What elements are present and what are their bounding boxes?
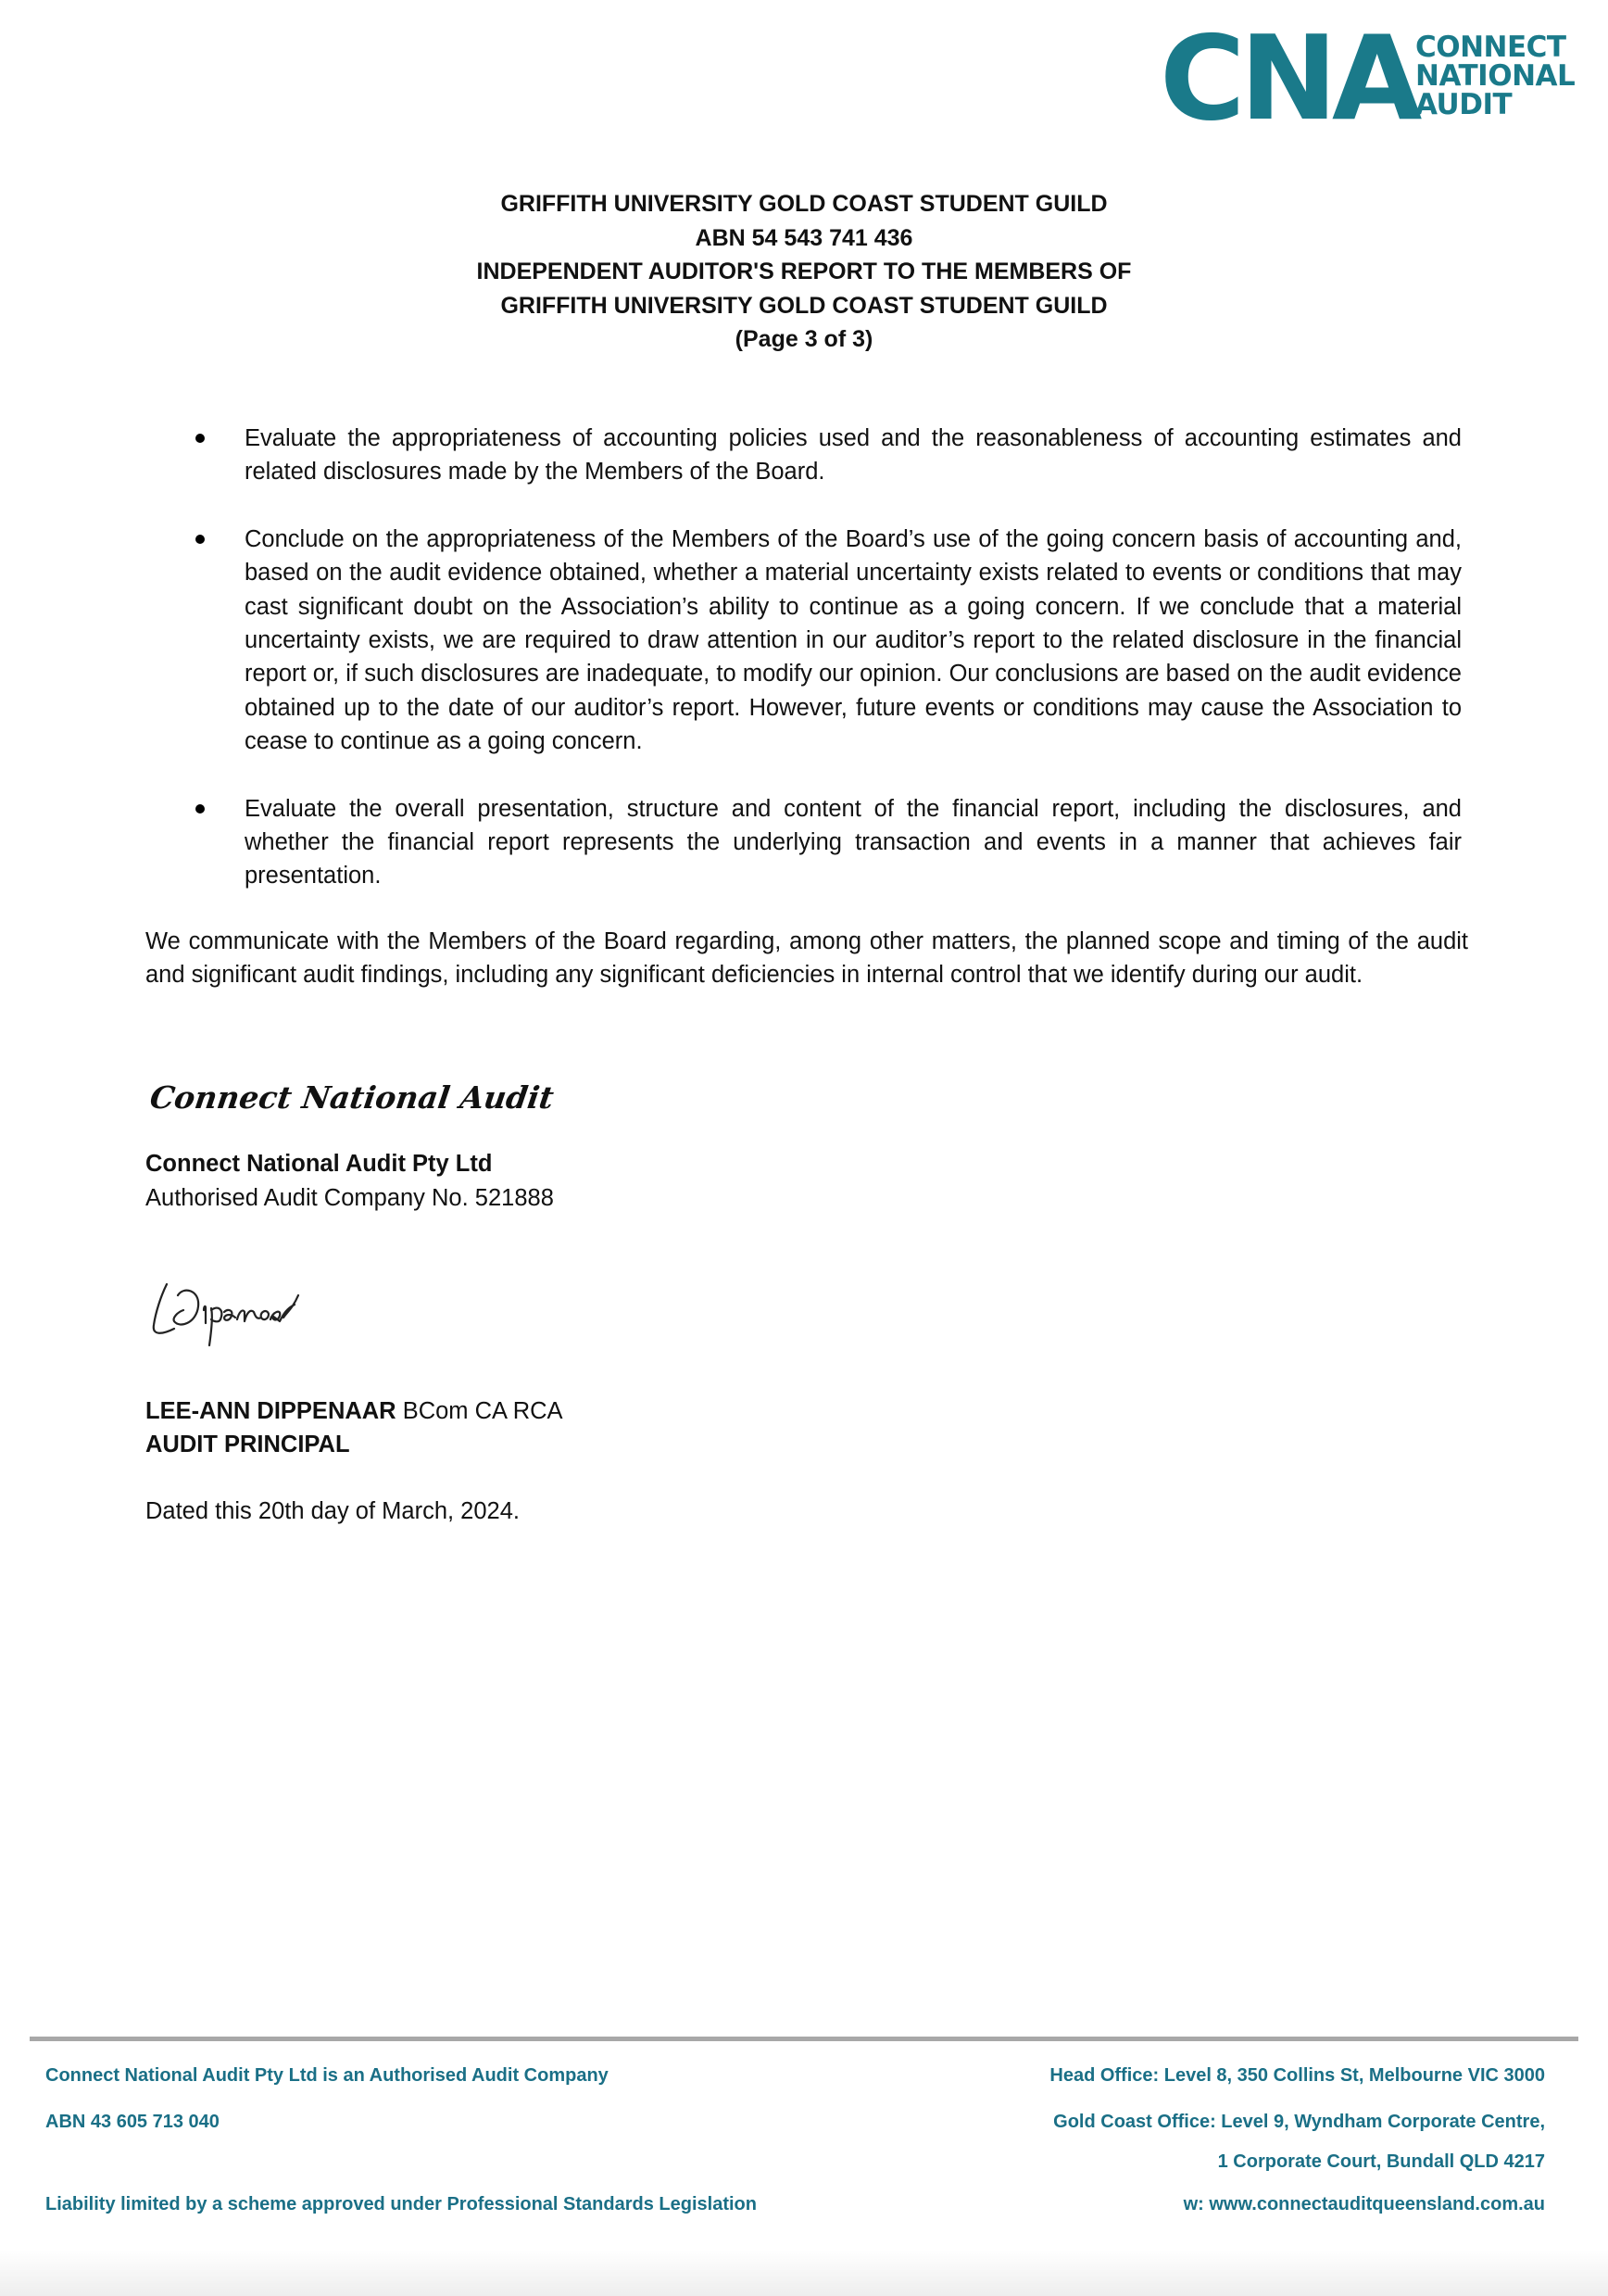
- heading-abn: ABN 54 543 741 436: [695, 224, 913, 251]
- footer-head-office: Head Office: Level 8, 350 Collins St, Melbourne VIC 3000: [1049, 2065, 1545, 2086]
- footer-gold-coast-address: 1 Corporate Court, Bundall QLD 4217: [1217, 2151, 1545, 2172]
- heading-organisation: GRIFFITH UNIVERSITY GOLD COAST STUDENT GUILD: [500, 191, 1108, 217]
- auditor-name: LEE-ANN DIPPENAAR: [145, 1398, 396, 1424]
- list-item: Evaluate the overall presentation, structure and content of the financial report, including the disclosures, and whether the financial report represents the underlying transaction and events in a manner that achieves fair presentation.: [183, 792, 1462, 893]
- firm-name: Connect National Audit Pty Ltd: [145, 1151, 493, 1177]
- svg-text:Connect National Audit: Connect National Audit: [147, 1079, 557, 1116]
- list-item: Conclude on the appropriateness of the Members of the Board’s use of the going concern basis of accounting and, based on the audit evidence obtained, whether a material uncertainty exists related to events or conditions that may cast significant doubt on the Association’s ability to continue as a going concern. If we conclude that a material uncertainty exists, we are required to draw attention in our auditor’s report to the related disclosure in the financial report or, if such disclosures are inadequate, to modify our opinion. Our conclusions are based on the audit evidence obtained up to the date of our auditor’s report. However, future events or conditions may cause the Association to cease to continue as a going concern.: [183, 523, 1462, 758]
- logo-word: NATIONAL: [1415, 59, 1576, 93]
- communication-paragraph: We communicate with the Members of the Board regarding, among other matters, the planned scope and timing of the audit and significant audit findings, including any significant deficiencies in internal control that we identify during our audit.: [145, 928, 1468, 989]
- logo-wordmark: [1415, 33, 1575, 120]
- logo-word: AUDIT: [1415, 88, 1513, 121]
- page-bottom-shadow: [0, 2250, 1608, 2296]
- handwritten-signature: [146, 1268, 317, 1349]
- footer-liability: Liability limited by a scheme approved under Professional Standards Legislation: [45, 2194, 757, 2214]
- footer-website: w: www.connectauditqueensland.com.au: [1183, 2194, 1545, 2214]
- footer-divider: [30, 2037, 1578, 2041]
- logo-mark: CNA: [1160, 10, 1417, 146]
- report-heading: [278, 187, 1330, 357]
- footer-abn: ABN 43 605 713 040: [45, 2112, 220, 2132]
- footer-gold-coast-office: Gold Coast Office: Level 9, Wyndham Corporate Centre,: [1053, 2112, 1545, 2132]
- company-logo: [1160, 10, 1582, 146]
- heading-organisation-repeat: GRIFFITH UNIVERSITY GOLD COAST STUDENT GUILD: [500, 292, 1108, 319]
- auditor-qualifications: BCom CA RCA: [396, 1398, 563, 1424]
- firm-registration: Authorised Audit Company No. 521888: [145, 1185, 554, 1211]
- logo-word: CONNECT: [1415, 31, 1566, 64]
- heading-report-title: INDEPENDENT AUDITOR'S REPORT TO THE MEMBERS OF: [476, 259, 1132, 284]
- footer-authorised-company: Connect National Audit Pty Ltd is an Authorised Audit Company: [45, 2065, 609, 2086]
- report-date: Dated this 20th day of March, 2024.: [145, 1498, 520, 1524]
- auditor-name-line: [145, 1398, 563, 1425]
- firm-signature: [147, 1073, 557, 1117]
- auditor-title: AUDIT PRINCIPAL: [145, 1432, 350, 1457]
- heading-page-number: (Page 3 of 3): [735, 326, 873, 352]
- auditor-responsibilities-list: [183, 422, 1462, 927]
- list-item: Evaluate the appropriateness of accounting policies used and the reasonableness of accounting estimates and related disclosures made by the Members of the Board.: [183, 422, 1462, 489]
